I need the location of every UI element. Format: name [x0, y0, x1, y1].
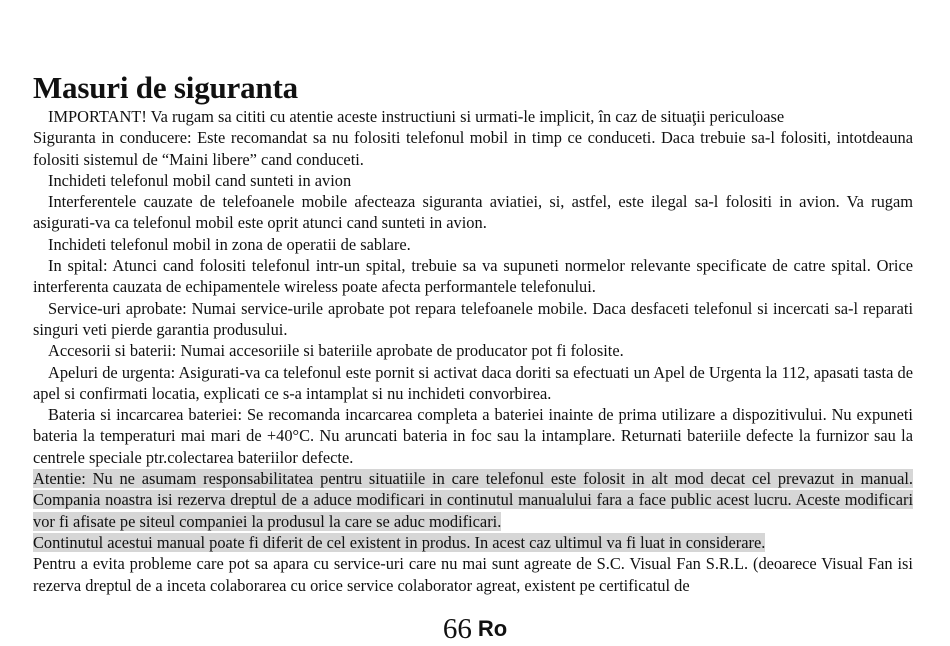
paragraph-text: Inchideti telefonul mobil in zona de operatii de sablare.	[48, 234, 411, 254]
page-number: 66	[442, 613, 472, 645]
paragraph-emergency	[33, 362, 913, 405]
paragraph-text: Inchideti telefonul mobil cand sunteti in avion	[48, 170, 352, 190]
paragraph-text: IMPORTANT! Va rugam sa cititi cu atentie aceste instructiuni si urmati-le implicit, în caz de situaţii periculoase	[48, 107, 785, 126]
page-title: Masuri de siguranta	[33, 70, 298, 105]
paragraph-text: Pentru a evita probleme care pot sa apara cu service-uri care nu mai sunt agreate de S.C. Visual Fan S.R.L. (deoarece Visual Fan isi rezerva dreptul de a inceta colaborarea cu orice service colaborator agreat, existent pe certificatul de	[33, 554, 913, 595]
paragraph-text: Interferentele cauzate de telefoanele mobile afecteaza siguranta aviatiei, si, astfel, este ilegal sa-l folositi in avion. Va rugam asigurati-va ca telefonul mobil este oprit atunci cand sunteti in avion.	[33, 192, 913, 233]
paragraph-text: Service-uri aprobate: Numai service-urile aprobate pot repara telefoanele mobile. Daca desfaceti telefonul si incercati sa-l reparati singuri veti pierde garantia produsului.	[33, 298, 913, 339]
paragraph-text: Apeluri de urgenta: Asigurati-va ca telefonul este pornit si activat daca doriti sa efectuati un Apel de Urgenta la 112, apasati tasta de apel si confirmati locatia, explicati ce s-a intamplat si nu inchideti convorbirea.	[33, 362, 913, 403]
page-footer	[0, 612, 950, 646]
language-label: Ro	[477, 616, 508, 641]
paragraph-airplane	[33, 170, 913, 191]
manual-page	[33, 70, 913, 596]
paragraph-service	[33, 298, 913, 341]
paragraph-hospital	[33, 255, 913, 298]
paragraph-text: Accesorii si baterii: Numai accesoriile si bateriile aprobate de producator pot fi folosite.	[48, 341, 624, 361]
paragraph-attention	[33, 468, 913, 532]
highlighted-text: Atentie: Nu ne asumam responsabilitatea pentru situatiile in care telefonul este folosit in alt mod decat cel prevazut in manual. Compania noastra isi rezerva dreptul de a aduce modificari in continutul manualului fara a face public acest lucru. Aceste modificari vor fi afisate pe siteul companiei la produsul la care se aduc modificari.	[33, 469, 913, 531]
paragraph-text: In spital: Atunci cand folositi telefonul intr-un spital, trebuie sa va supuneti normelor relevante specificate de catre spital. Orice interferenta cauzata de echipamentele wireless poate afecta performantele telefonului.	[33, 256, 913, 297]
paragraph-interference	[33, 191, 913, 234]
highlighted-text: Continutul acestui manual poate fi diferit de cel existent in produs. In acest caz ultimul va fi luat in considerare.	[33, 532, 766, 552]
paragraph-accessories	[33, 340, 913, 361]
paragraph-text: Bateria si incarcarea bateriei: Se recomanda incarcarea completa a bateriei inainte de prima utilizare a dispozitivului. Nu expuneti bateria la temperaturi mai mari de +40°C. Nu aruncati bateria in foc sau la intamplare. Returnati bateriile defecte la furnizor sau la centrele speciale ptr.colectarea bateriilor defecte.	[33, 405, 913, 467]
paragraph-content-note	[33, 532, 913, 553]
paragraph-battery	[33, 404, 913, 468]
paragraph-blasting	[33, 234, 913, 255]
paragraph-important	[33, 106, 913, 127]
paragraph-text: Siguranta in conducere: Este recomandat sa nu folositi telefonul mobil in timp ce conduceti. Daca trebuie sa-l folositi, intotdeauna folositi sistemul de “Maini libere” cand conduceti.	[33, 128, 913, 169]
paragraph-service-warning	[33, 553, 913, 596]
paragraph-driving-safety	[33, 127, 913, 170]
